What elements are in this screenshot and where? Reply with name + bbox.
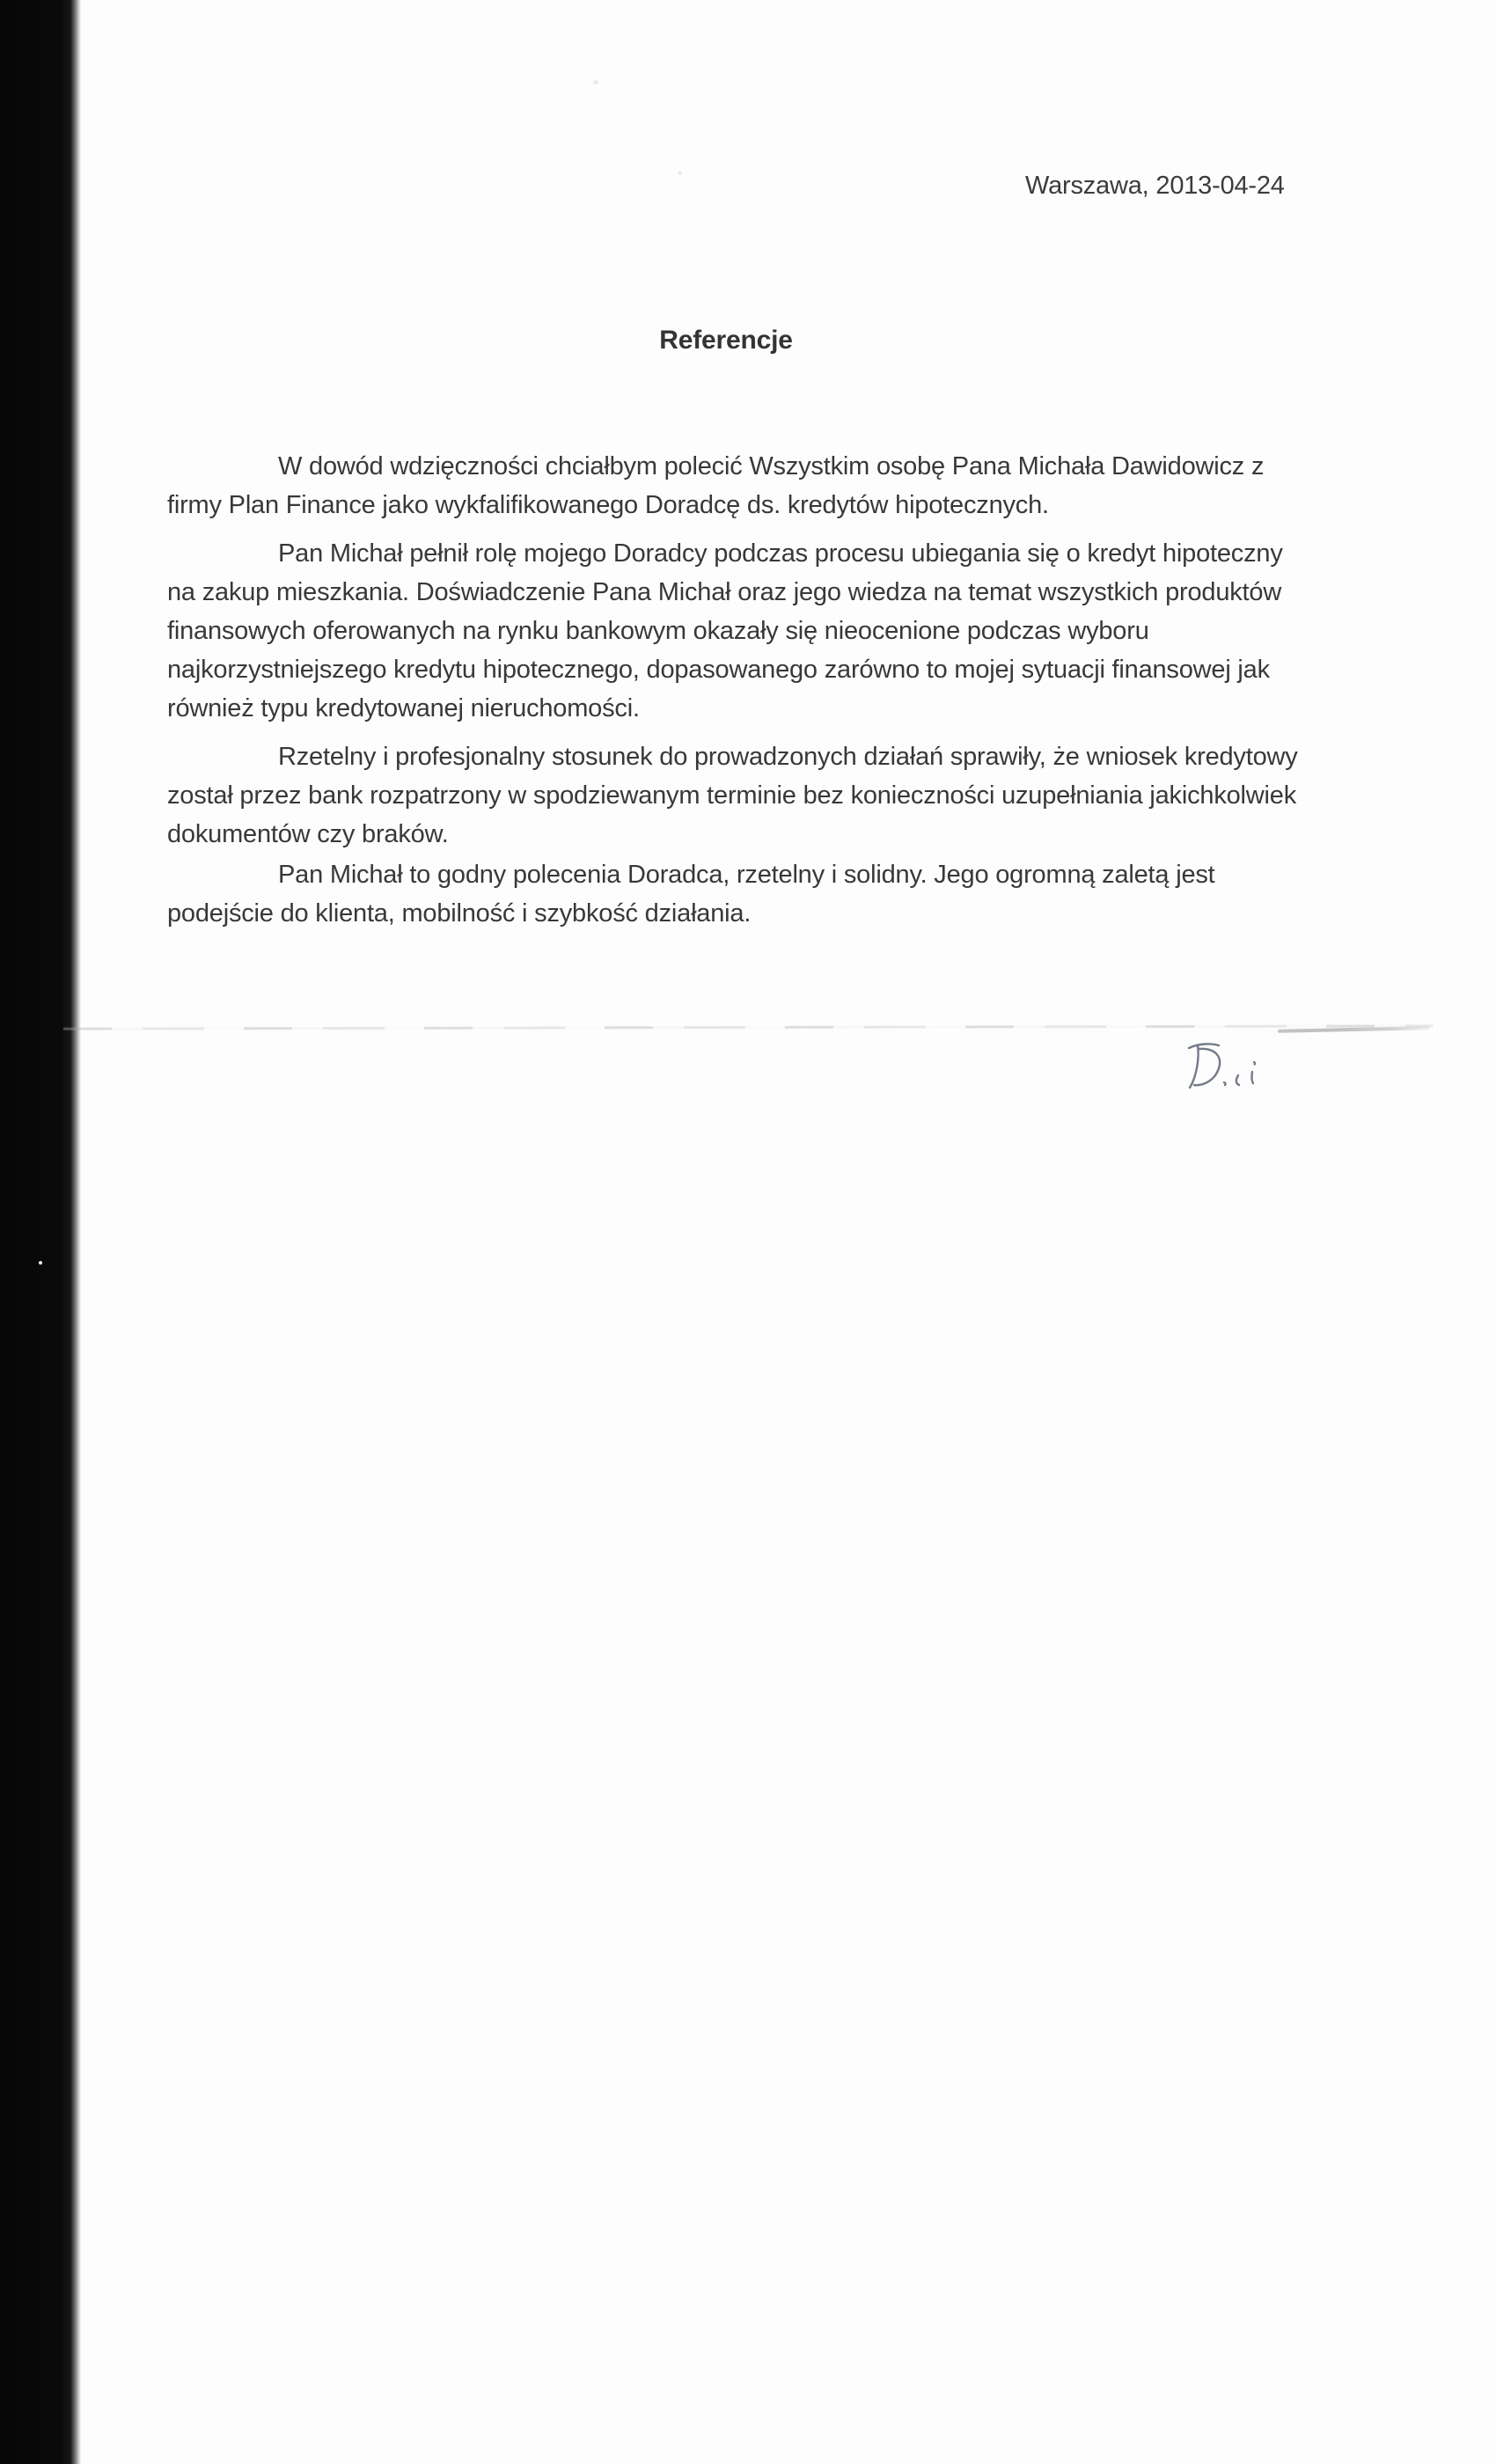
- text-line: W dowód wdzięczności chciałbym polecić Wszystkim osobę Pana Michała Dawidowicz z: [278, 452, 1265, 480]
- text-line: podejście do klienta, mobilność i szybkość działania.: [167, 899, 752, 928]
- fold-crease-line: [63, 1024, 1433, 1030]
- handwritten-signature-icon: [1184, 1037, 1298, 1103]
- text-line: na zakup mieszkania. Doświadczenie Pana Michał oraz jego wiedza na temat wszystkich produktów: [167, 578, 1282, 606]
- text-line: finansowych oferowanych na rynku bankowym okazały się nieocenione podczas wyboru: [167, 617, 1149, 645]
- paragraph-intro: [167, 447, 1417, 524]
- text-line: został przez bank rozpatrzony w spodziewanym terminie bez konieczności uzupełniania jakichkolwiek: [167, 781, 1297, 810]
- text-line: najkorzystniejszego kredytu hipotecznego, dopasowanego zarówno to mojej sytuacji finansowej jak: [167, 656, 1270, 684]
- text-line: Rzetelny i profesjonalny stosunek do prowadzonych działań sprawiły, że wniosek kredytowy: [278, 743, 1298, 771]
- paragraph-experience: [167, 534, 1417, 728]
- paper-speck: [593, 80, 598, 84]
- letter-title: Referencje: [659, 326, 793, 355]
- paper-speck: [678, 171, 682, 175]
- city-and-date: Warszawa, 2013-04-24: [1025, 172, 1285, 200]
- paragraph-professionalism: [167, 737, 1417, 854]
- text-line: dokumentów czy braków.: [167, 820, 449, 848]
- text-line: Pan Michał pełnił rolę mojego Doradcy podczas procesu ubiegania się o kredyt hipoteczny: [278, 539, 1283, 568]
- paper-speck: [39, 1261, 42, 1265]
- scanner-edge-artifact: [0, 0, 81, 2464]
- paragraph-recommendation: [167, 855, 1417, 933]
- text-line: firmy Plan Finance jako wykfalifikowanego Doradcę ds. kredytów hipotecznych.: [167, 491, 1049, 519]
- text-line: Pan Michał to godny polecenia Doradca, rzetelny i solidny. Jego ogromną zaletą jest: [278, 861, 1215, 889]
- text-line: również typu kredytowanej nieruchomości.: [167, 694, 640, 722]
